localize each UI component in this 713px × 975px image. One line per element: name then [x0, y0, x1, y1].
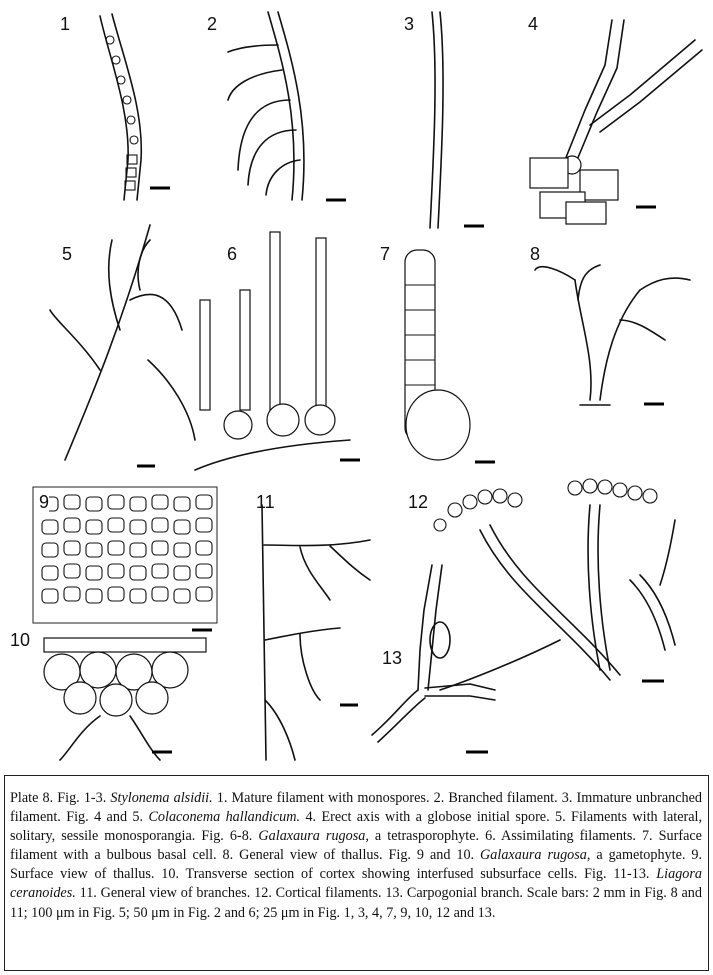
figure-label: 7: [380, 244, 391, 264]
figure-label: 10: [10, 630, 31, 650]
fig7-surface-filament: [405, 250, 470, 460]
figure-label: 8: [530, 244, 541, 264]
caption-text: a tetrasporophyte. 6. Assimilating filaments. 7. Surface filament with a bulbous basal cell. 8. General view of thallus. Fig. 9 and 10.: [10, 828, 702, 864]
figure-label: 11: [256, 492, 275, 512]
caption-text: 1. Mature filament with monospores. 2. Branched filament. 3. Immature unbranched filament. Fig. 4 and 5.: [10, 790, 702, 826]
fig10-cortex-section: [44, 638, 206, 760]
figure-label: 6: [227, 244, 238, 264]
caption-text: Plate 8. Fig. 1-3.: [10, 790, 111, 806]
figure-label: 2: [207, 14, 218, 34]
fig6-assimilating-filaments: [195, 232, 350, 470]
plate-caption: [10, 789, 702, 923]
caption-species-name: Galaxaura rugosa,: [258, 828, 369, 845]
figure-label: 3: [404, 14, 415, 34]
fig2-branched-filament: [228, 12, 304, 200]
fig12-cortical-filaments: [440, 505, 675, 690]
caption-species-name: Galaxaura rugosa,: [480, 847, 591, 864]
caption-text: 11. General view of branches. 12. Cortical filaments. 13. Carpogonial branch. Scale bars: 2 mm in Fig. 8 and 11; 100 μm in Fig. 5; 50 μm in Fig. 2 and 6; 25 μm in Fig. 1, 3, 4, 7, 9, 10, 12 and 13.: [10, 885, 702, 921]
fig4-erect-axis: [530, 20, 702, 224]
fig11-branches: [262, 505, 370, 760]
figure-label: 4: [528, 14, 539, 34]
caption-species-name: Colaconema hallandicum.: [148, 809, 301, 826]
caption-species-name: Stylonema alsidii.: [110, 790, 213, 806]
caption-text: 4. Erect axis with a globose initial spore. 5. Filaments with lateral, solitary, sessile monosporangia. Fig. 6-8.: [10, 809, 703, 845]
fig3-filament: [430, 12, 443, 228]
fig9-thallus-surface: [33, 487, 217, 623]
figure-label: 12: [408, 492, 429, 512]
figure-label: 9: [39, 492, 50, 512]
figure-label: 5: [62, 244, 73, 264]
fig12-cell-clusters: [434, 479, 657, 531]
figure-label: 1: [60, 14, 71, 34]
caption-text: a gametophyte. 9. Surface view of thallus. 10. Transverse section of cortex showing interfused subsurface cells. Fig. 11-13.: [10, 847, 702, 883]
caption-species-name: Liagora ceranoides.: [10, 866, 702, 902]
fig1-filament: [100, 14, 141, 200]
fig8-thallus: [535, 265, 690, 405]
figure-label: 13: [382, 648, 403, 668]
